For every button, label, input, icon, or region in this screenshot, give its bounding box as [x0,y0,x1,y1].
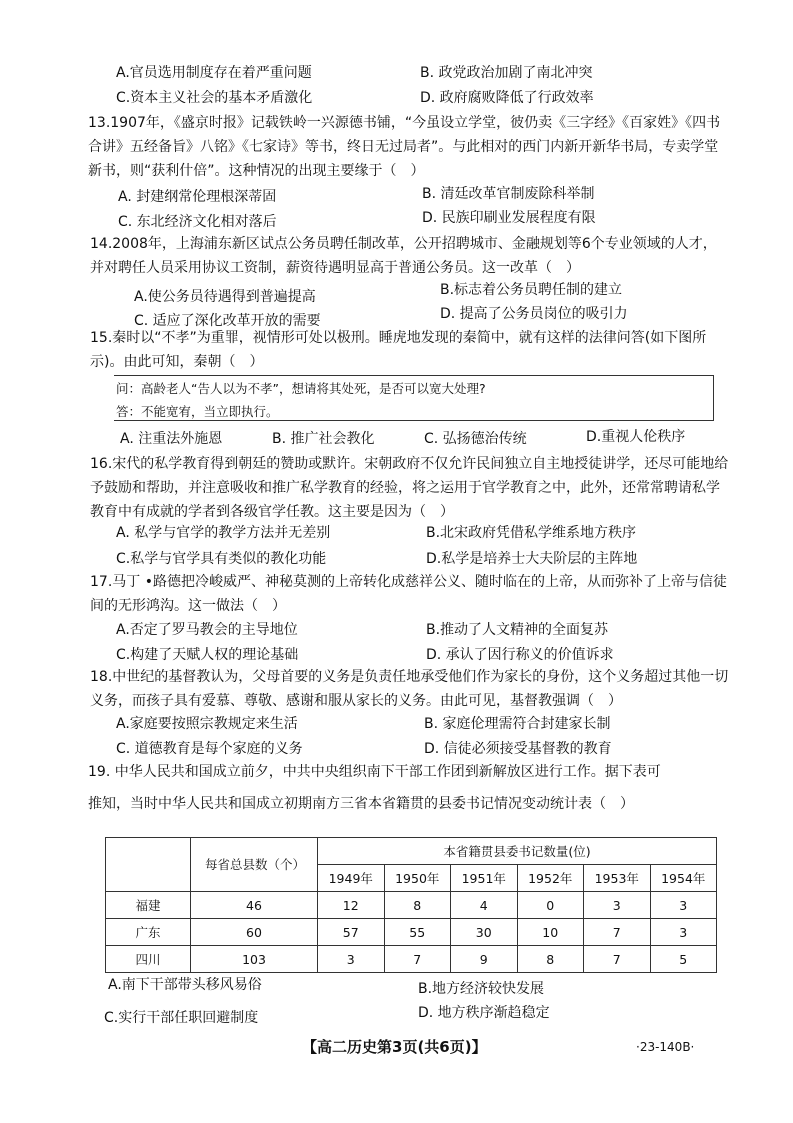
year-cell: 1949年 [318,865,385,892]
q18-option-b: B. 家庭伦理需符合封建家长制 [424,716,611,732]
value-cell: 5 [650,946,717,973]
value-cell: 7 [584,946,651,973]
table-row-sichuan [106,946,717,973]
q16-option-c: C.私学与官学具有类似的教化功能 [116,551,327,567]
q15-option-c: C. 弘扬德治传统 [424,431,527,447]
q16-option-a: A. 私学与官学的教学方法并无差别 [116,525,331,541]
q16-stem: 16.宋代的私学教育得到朝廷的赞助或默许。宋朝政府不仅允许民间独立自主地授徒讲学，还尽可能地给予鼓励和帮助，并注意吸收和推广私学教育的经验，将之运用于官学教育之中，此外，还常常聘请私学教育中有成就的学者到各级官学任教。这主要是因为（ ） [90,456,729,520]
q18-option-a: A.家庭要按照宗教规定来生活 [116,716,298,732]
total-cell: 46 [191,892,318,919]
q13-option-c: C. 东北经济文化相对落后 [118,214,277,230]
q14-option-d: D. 提高了公务员岗位的吸引力 [440,306,628,322]
year-cell: 1951年 [451,865,518,892]
q15-option-b: B. 推广社会教化 [272,431,375,447]
q15-stem: 15.秦时以“不孝”为重罪，视情形可处以极刑。睡虎地发现的秦简中，就有这样的法律问答(如下图所示)。由此可知，秦朝（ ） [90,330,707,370]
q19-option-d: D. 地方秩序渐趋稳定 [418,1005,550,1021]
q19-stem-line1: 19. 中华人民共和国成立前夕，中共中央组织南下干部工作团到新解放区进行工作。据下表可 [88,764,661,780]
value-cell: 3 [650,919,717,946]
q15-quote-question: 问：高龄老人“告人以为不孝”，想请将其处死，是否可以宽大处理? [116,381,486,396]
q19-option-a: A.南下干部带头移风易俗 [108,977,262,993]
q14-option-a: A.使公务员待遇得到普遍提高 [134,289,316,305]
table-row-fujian [106,892,717,919]
q12-option-a: A.官员选用制度存在着严重问题 [116,65,312,81]
q13-stem: 13.1907年，《盛京时报》记载铁岭一兴源德书铺，“今虽设立学堂，彼仍卖《三字经》《百家姓》《四书合讲》五经备旨》八铭》《七家诗》等书，终日无过局者”。与此相对的西门内新开新华书局，专卖学堂新书，则“获利什倍”。这种情况的出现主要缘于（ ） [88,115,721,179]
q15-option-a: A. 注重法外施恩 [120,431,223,447]
q19-option-b: B.地方经济较快发展 [418,981,545,997]
value-cell: 3 [650,892,717,919]
q17-option-b: B.推动了人文精神的全面复苏 [426,622,609,638]
value-cell: 55 [384,919,451,946]
q19-stem-line2: 推知，当时中华人民共和国成立初期南方三省本省籍贯的县委书记情况变动统计表（ ） [88,796,634,812]
header-native-secretaries: 本省籍贯县委书记数量(位) [318,838,717,865]
value-cell: 57 [318,919,385,946]
q16-option-b: B.北宋政府凭借私学维系地方秩序 [426,525,637,541]
province-cell: 广东 [106,919,191,946]
q14-option-c: C. 适应了深化改革开放的需要 [134,313,321,329]
q15-quote-answer: 答：不能宽宥，当立即执行。 [116,404,279,419]
total-cell: 103 [191,946,318,973]
value-cell: 30 [451,919,518,946]
total-cell: 60 [191,919,318,946]
q18-option-c: C. 道德教育是每个家庭的义务 [116,741,303,757]
q12-option-c: C.资本主义社会的基本矛盾激化 [116,90,313,106]
value-cell: 12 [318,892,385,919]
province-cell: 四川 [106,946,191,973]
county-secretary-table [105,837,717,973]
q18-option-d: D. 信徒必须接受基督教的教育 [424,741,612,757]
q17-option-a: A.否定了罗马教会的主导地位 [116,622,298,638]
q17-stem: 17.马丁 •路德把冷峻威严、神秘莫测的上帝转化成慈祥公义、随时临在的上帝，从而弥补了上帝与信徒间的无形鸿沟。这一做法（ ） [90,574,727,614]
q18-stem: 18.中世纪的基督教认为，父母首要的义务是负责任地承受他们作为家长的身份，这个义务超过其他一切义务，而孩子具有爱慕、尊敬、感谢和服从家长的义务。由此可见，基督教强调（ ） [90,669,729,709]
q17-option-d: D. 承认了因行称义的价值诉求 [426,647,614,663]
q14-stem: 14.2008年，上海浦东新区试点公务员聘任制改革，公开招聘城市、金融规划等6个专业领域的人才，并对聘任人员采用协议工资制，薪资待遇明显高于普通公务员。这一改革（ ） [90,236,717,276]
value-cell: 10 [517,919,584,946]
q17-option-c: C.构建了天赋人权的理论基础 [116,647,299,663]
value-cell: 0 [517,892,584,919]
table-corner-cell [106,838,191,892]
exam-code: ·23-140B· [636,1040,695,1054]
value-cell: 4 [451,892,518,919]
q16-option-d: D.私学是培养士大夫阶层的主阵地 [426,551,638,567]
q13-option-a: A. 封建纲常伦理根深蒂固 [118,189,277,205]
province-cell: 福建 [106,892,191,919]
q19-option-c: C.实行干部任职回避制度 [104,1010,259,1026]
q14-option-b: B.标志着公务员聘任制的建立 [440,282,623,298]
value-cell: 3 [584,892,651,919]
value-cell: 8 [517,946,584,973]
value-cell: 7 [584,919,651,946]
value-cell: 3 [318,946,385,973]
value-cell: 9 [451,946,518,973]
year-cell: 1950年 [384,865,451,892]
q13-option-d: D. 民族印刷业发展程度有限 [422,210,596,226]
q15-option-d: D.重视人伦秩序 [586,429,686,445]
q13-option-b: B. 清廷改革官制废除科举制 [422,186,595,202]
header-total-counties: 每省总县数（个） [191,838,318,892]
page-footer: 【高二历史第3页(共6页)】 [302,1038,487,1056]
q12-option-b: B. 政党政治加剧了南北冲突 [420,65,593,81]
year-cell: 1953年 [584,865,651,892]
year-cell: 1954年 [650,865,717,892]
table-header-row [106,838,717,865]
q15-quote-box [114,375,714,421]
year-cell: 1952年 [517,865,584,892]
value-cell: 8 [384,892,451,919]
value-cell: 7 [384,946,451,973]
q12-option-d: D. 政府腐败降低了行政效率 [420,90,594,106]
table-row-guangdong [106,919,717,946]
